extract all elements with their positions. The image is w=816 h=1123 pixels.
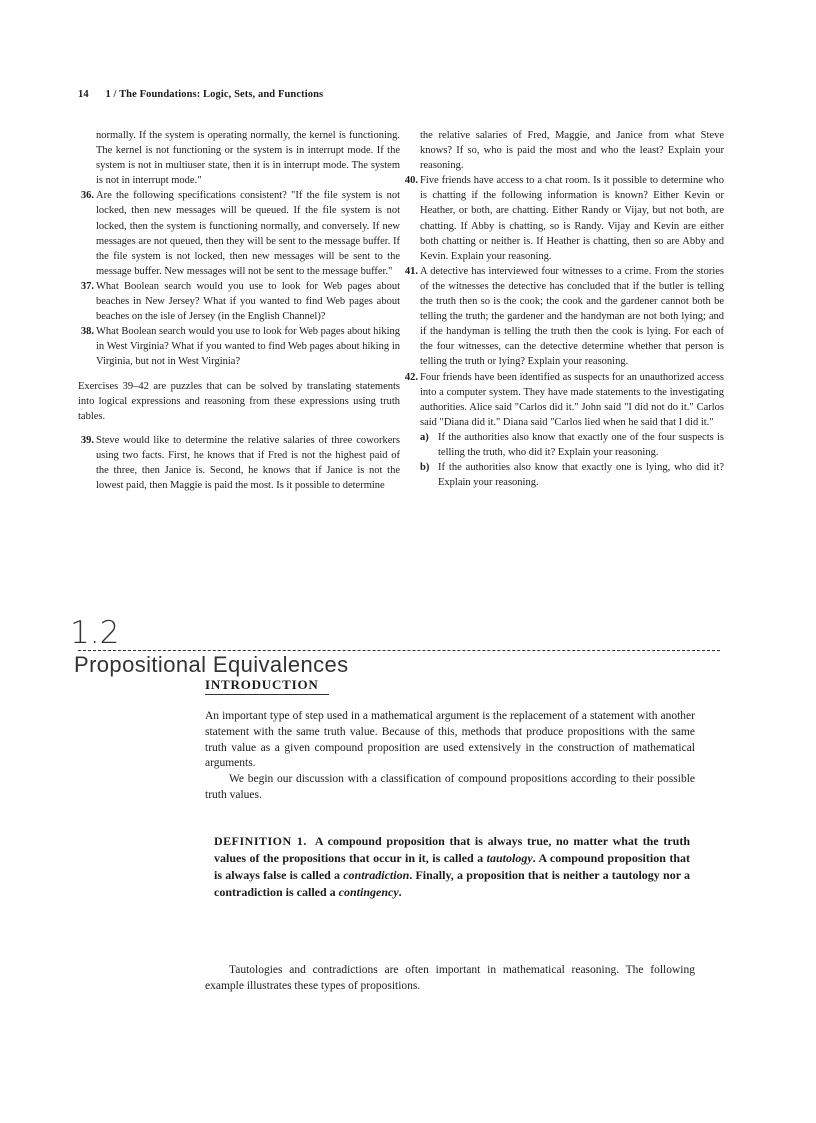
exercise-36 xyxy=(80,188,400,279)
exercise-number: 41. xyxy=(404,265,418,277)
part-label: b) xyxy=(420,462,430,474)
exercise-number: 40. xyxy=(404,175,418,187)
exercise-35-continuation: normally. If the system is operating normally, the kernel is functioning. The kernel is not functioning or the system is in interrupt mode. If the system is not in multiuser state, then it is in interrupt mode. The system is not in interrupt mode." xyxy=(96,130,400,187)
left-column xyxy=(78,128,400,493)
introduction-paragraph-1: An important type of step used in a mathematical argument is the replacement of a statement with another statement with the same truth value. Because of this, methods that produce propositions with the same truth value as a given compound proposition are used extensively in the construction of mathematical arguments. xyxy=(205,710,695,770)
exercise-41 xyxy=(404,264,724,370)
term-contradiction: contradiction xyxy=(343,868,410,882)
definition-text: A compound proposition that is always true, no matter what the truth values of the propositions that occur in it, is called a xyxy=(214,834,690,865)
definition-text: . A compound proposition that is always false is called a xyxy=(214,851,690,882)
introduction-body xyxy=(205,709,695,804)
introduction-underline xyxy=(205,694,329,695)
closing-body xyxy=(205,963,695,995)
puzzle-note: Exercises 39–42 are puzzles that can be solved by translating statements into logical expressions and reasoning from these expressions using truth tables. xyxy=(78,380,400,422)
exercise-text: What Boolean search would you use to look for Web pages about beaches in New Jersey? What if you wanted to find Web pages about beaches on the isle of Jersey (in the English Channel)? xyxy=(96,280,400,323)
exercise-38 xyxy=(80,324,400,369)
running-head xyxy=(78,89,323,100)
definition-label: DEFINITION 1. xyxy=(214,834,307,848)
exercise-39 xyxy=(80,433,400,493)
term-contingency: contingency xyxy=(338,885,399,899)
exercise-text: Steve would like to determine the relative salaries of three coworkers using two facts. First, he knows that if Fred is not the highest paid of the three, then Janice is. Second, he knows that if Janice is not the lowest paid, then Maggie is paid the most. Is it possible to determine xyxy=(96,434,400,492)
exercise-42-part-b xyxy=(420,460,724,490)
definition-text: . xyxy=(398,885,402,899)
part-label: a) xyxy=(420,431,429,443)
running-title: 1 / The Foundations: Logic, Sets, and Functions xyxy=(105,89,324,100)
introduction-paragraph-2: We begin our discussion with a classification of compound propositions according to their possible truth values. xyxy=(205,773,695,801)
page-number: 14 xyxy=(78,89,89,100)
exercise-40 xyxy=(404,173,724,264)
section-number: 1.2 xyxy=(70,615,120,651)
part-text: If the authorities also know that exactly one is lying, who did it? Explain your reasoning. xyxy=(438,462,724,489)
definition-text: . Finally, a proposition that is neither a tautology nor a contradiction is called a xyxy=(214,868,691,899)
definition-1 xyxy=(214,833,690,901)
exercise-42-part-a xyxy=(420,430,724,460)
exercise-text: What Boolean search would you use to look for Web pages about hiking in West Virginia? What if you wanted to find Web pages about hiking in Virginia, but not in West Virginia? xyxy=(96,326,400,368)
exercise-text: Four friends have been identified as suspects for an unauthorized access into a computer system. They have made statements to the investigating authorities. Alice said "Carlos did it." John said "I did not do it." Carlos said "Diana did it." Diana said "Carlos lied when he said that I did it." xyxy=(420,371,724,428)
right-column xyxy=(404,128,724,490)
exercise-text: A detective has interviewed four witnesses to a crime. From the stories of the witnesses the detective has concluded that if the butler is telling the truth then so is the cook; the cook and the gardener cannot both be telling the truth; the gardener and the handyman are not both lying; and if the handyman is telling the truth then the cook is lying. For each of the four witnesses, can the detective determine whether that person is telling the truth or lying? Explain your reasoning. xyxy=(420,265,724,368)
part-text: If the authorities also know that exactly one of the four suspects is telling the truth, who did it? Explain your reasoning. xyxy=(438,431,724,458)
exercise-number: 42. xyxy=(404,371,418,383)
exercise-number: 38. xyxy=(80,326,94,338)
exercise-number: 37. xyxy=(80,280,94,292)
exercise-number: 36. xyxy=(80,190,94,202)
closing-paragraph: Tautologies and contradictions are often important in mathematical reasoning. The following example illustrates these types of propositions. xyxy=(205,964,695,992)
exercise-39-continuation: the relative salaries of Fred, Maggie, and Janice from what Steve knows? If so, who is paid the most and who the least? Explain your reasoning. xyxy=(420,130,724,172)
section-divider xyxy=(78,650,720,651)
exercise-text: Are the following specifications consistent? "If the file system is not locked, then new messages will be queued. If the file system is not locked, then the system is functioning normally, and conversely. If new messages are not queued, then they will be sent to the message buffer. If the file system is not locked, then new messages will be sent to the message buffer. New messages will not be sent to the message buffer." xyxy=(96,190,400,277)
exercise-number: 39. xyxy=(80,434,94,446)
exercise-text: Five friends have access to a chat room. Is it possible to determine who is chatting if the following information is known? Either Kevin or Heather, or both, are chatting. Either Randy or Vijay, but not both, are chatting. If Abby is chatting, so is Randy. Vijay and Kevin are either both chatting or neither is. If Heather is chatting, then so are Abby and Kevin. Explain your reasoning. xyxy=(420,175,724,262)
introduction-heading: INTRODUCTION xyxy=(205,677,319,692)
exercise-37 xyxy=(80,279,400,324)
exercise-42 xyxy=(404,370,724,491)
term-tautology: tautology xyxy=(486,851,533,865)
section-title: Propositional Equivalences xyxy=(74,652,349,677)
